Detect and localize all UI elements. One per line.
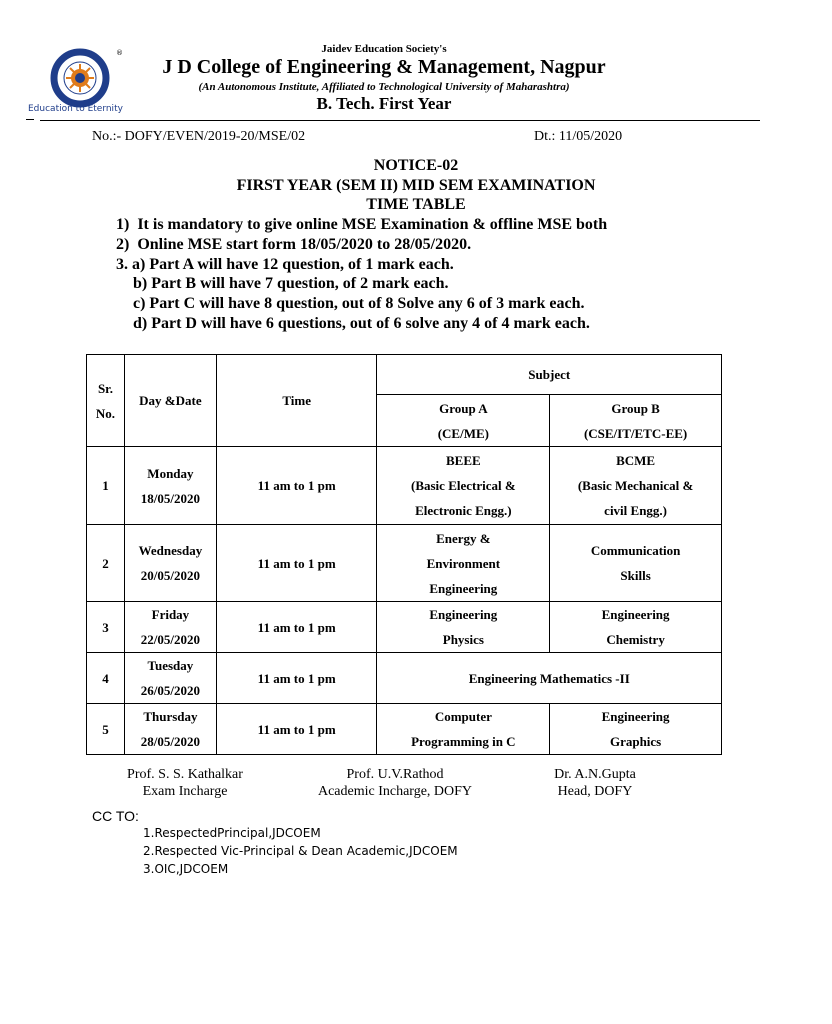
logo-tagline: Education to Eternity — [28, 104, 123, 114]
reference-number: No.:- DOFY/EVEN/2019-20/MSE/02 — [92, 129, 306, 144]
row-date: 20/05/2020 — [140, 568, 201, 583]
subject-line: Programming in C — [411, 734, 516, 749]
signatory-name: Dr. A.N.Gupta — [554, 767, 636, 782]
row-day-date — [124, 602, 216, 653]
row-day-date — [124, 704, 216, 755]
header-divider — [40, 120, 760, 121]
college-subtitle: (An Autonomous Institute, Affiliated to Technological University of Maharashtra) — [198, 81, 570, 93]
table-row — [87, 653, 722, 704]
notice-point: d) Part D will have 6 questions, out of 6 solve any 4 of 4 mark each. — [133, 315, 590, 332]
group-a-branch: (CE/ME) — [437, 425, 489, 441]
row-day: Thursday — [143, 709, 198, 724]
row-sr: 1 — [87, 447, 125, 525]
table-row — [87, 602, 722, 653]
notice-title: NOTICE-02 — [373, 157, 459, 174]
header-sr: Sr. — [97, 380, 113, 396]
signatory-role: Exam Incharge — [142, 784, 228, 799]
subject-line: BCME — [616, 453, 656, 468]
college-name: J D College of Engineering & Management, Nagpur — [162, 56, 606, 78]
notice-date: Dt.: 11/05/2020 — [534, 129, 623, 144]
header-sr-no — [87, 355, 125, 447]
row-day-date — [124, 525, 216, 602]
group-a-label: Group A — [439, 400, 488, 416]
row-group-b — [550, 525, 722, 602]
row-sr: 2 — [87, 525, 125, 602]
row-group-a — [377, 602, 550, 653]
group-b-label: Group B — [611, 400, 660, 416]
row-day: Monday — [147, 465, 194, 481]
signatory-name: Prof. U.V.Rathod — [346, 767, 444, 782]
row-date: 18/05/2020 — [140, 490, 201, 506]
group-b-branch: (CSE/IT/ETC-EE) — [583, 425, 688, 441]
notice-point: 3. a) Part A will have 12 question, of 1 mark each. — [116, 256, 454, 273]
notice-subtitle: FIRST YEAR (SEM II) MID SEM EXAMINATION — [236, 177, 596, 194]
row-sr: 3 — [87, 602, 125, 653]
notice-point: 1) It is mandatory to give online MSE Examination & offline MSE both — [116, 216, 608, 233]
subject-line: Communication — [590, 543, 681, 558]
subject-line: Engineering — [601, 709, 670, 724]
row-group-b — [550, 704, 722, 755]
cc-item: 3.OIC,JDCOEM — [143, 862, 229, 876]
row-common-subject: Engineering Mathematics -II — [377, 653, 722, 704]
subject-line: BEEE — [446, 453, 481, 468]
cc-item: 2.Respected Vic-Principal & Dean Academic,JDCOEM — [143, 844, 458, 858]
subject-line: Computer — [434, 709, 492, 724]
row-time: 11 am to 1 pm — [216, 704, 377, 755]
table-row — [87, 525, 722, 602]
signatory-role: Head, DOFY — [557, 784, 633, 799]
row-day: Tuesday — [147, 658, 194, 673]
signature-head-dofy — [530, 766, 660, 800]
row-day-date — [124, 447, 216, 525]
notice-point: 2) Online MSE start form 18/05/2020 to 28/05/2020. — [116, 236, 472, 253]
row-day-date — [124, 653, 216, 704]
row-group-a — [377, 525, 550, 602]
cc-label: CC TO: — [92, 808, 139, 824]
svg-text:®: ® — [116, 49, 123, 57]
cc-item: 1.RespectedPrincipal,JDCOEM — [143, 826, 321, 840]
subject-line: Electronic Engg.) — [415, 503, 512, 518]
header-group-b — [550, 395, 722, 447]
exam-timetable — [86, 354, 722, 755]
signatory-name: Prof. S. S. Kathalkar — [127, 767, 243, 782]
header-day-date: Day &Date — [124, 355, 216, 447]
table-row — [87, 704, 722, 755]
notice-heading: TIME TABLE — [366, 196, 466, 213]
row-group-b — [550, 447, 722, 525]
subject-line: Engineering — [429, 580, 498, 596]
row-time: 11 am to 1 pm — [216, 602, 377, 653]
row-date: 22/05/2020 — [140, 632, 201, 647]
subject-line: Chemistry — [606, 632, 665, 647]
row-time: 11 am to 1 pm — [216, 525, 377, 602]
subject-line: Engineering — [601, 607, 670, 622]
notice-point: c) Part C will have 8 question, out of 8 Solve any 6 of 3 mark each. — [133, 295, 585, 312]
row-time: 11 am to 1 pm — [216, 653, 377, 704]
subject-line: Physics — [442, 632, 484, 647]
header-time: Time — [216, 355, 377, 447]
header-no: No. — [95, 405, 116, 421]
header-subject: Subject — [377, 355, 722, 395]
row-day: Wednesday — [138, 543, 203, 558]
row-date: 26/05/2020 — [140, 683, 201, 698]
row-day: Friday — [151, 607, 190, 622]
signatory-role: Academic Incharge, DOFY — [317, 784, 473, 799]
signature-exam-incharge — [110, 766, 260, 800]
subject-line: Energy & — [436, 530, 491, 546]
society-name: Jaidev Education Society's — [321, 43, 447, 55]
row-group-b — [550, 602, 722, 653]
subject-line: (Basic Electrical & — [411, 478, 516, 493]
margin-mark — [26, 119, 34, 120]
subject-line: Graphics — [609, 734, 662, 749]
row-time: 11 am to 1 pm — [216, 447, 377, 525]
header-group-a — [377, 395, 550, 447]
table-row — [87, 447, 722, 525]
notice-point: b) Part B will have 7 question, of 2 mark each. — [133, 275, 449, 292]
row-date: 28/05/2020 — [140, 734, 201, 749]
subject-line: Environment — [426, 555, 501, 571]
subject-line: Engineering — [429, 607, 498, 622]
row-sr: 4 — [87, 653, 125, 704]
subject-line: civil Engg.) — [604, 503, 668, 518]
subject-line: Skills — [620, 568, 651, 583]
row-group-a — [377, 704, 550, 755]
subject-line: (Basic Mechanical & — [577, 478, 694, 493]
row-sr: 5 — [87, 704, 125, 755]
row-group-a — [377, 447, 550, 525]
signature-academic-incharge — [300, 766, 490, 800]
program-name: B. Tech. First Year — [316, 94, 452, 113]
